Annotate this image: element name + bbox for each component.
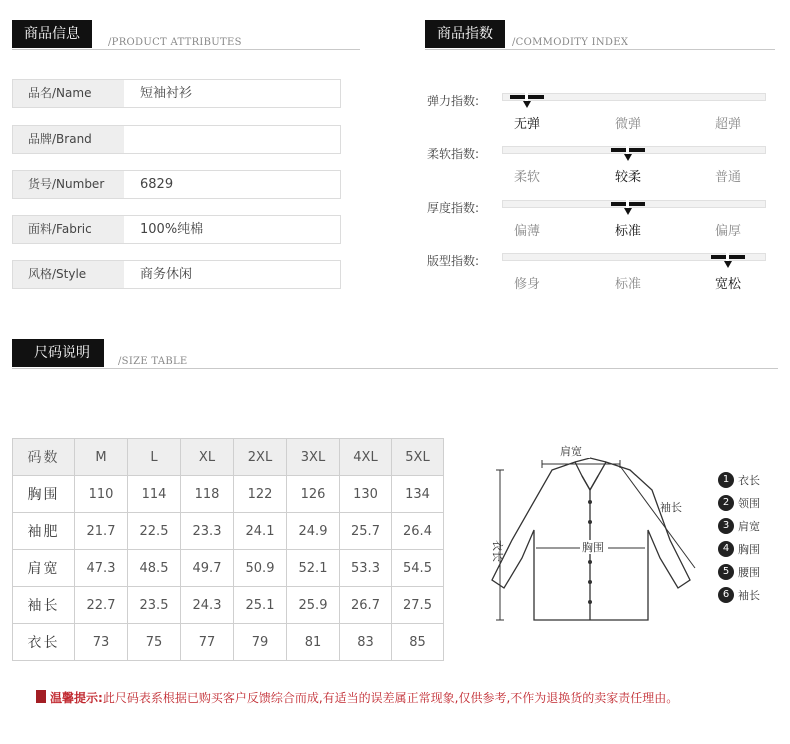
size-cell: 49.7 (181, 550, 234, 587)
size-cell: 48.5 (128, 550, 181, 587)
size-cell: 22.7 (75, 587, 128, 624)
index-option: 偏薄 (513, 224, 540, 239)
size-row-label: 肩宽 (13, 550, 75, 587)
index-pointer-icon (523, 101, 531, 108)
attribute-row (12, 170, 341, 199)
table-row (13, 513, 444, 550)
diagram-label-sleeve: 袖长 (660, 501, 682, 514)
legend-text: 衣长 (738, 473, 760, 487)
size-cell: 27.5 (392, 587, 444, 624)
product-attributes-header (12, 20, 360, 50)
attribute-label: 货号/Number (13, 171, 124, 198)
size-row-label: 袖长 (13, 587, 75, 624)
size-header-cell: XL (181, 439, 234, 476)
size-cell: 24.1 (234, 513, 287, 550)
size-cell: 85 (392, 624, 444, 661)
attribute-value: 100%纯棉 (140, 222, 204, 237)
attribute-row (12, 79, 341, 108)
table-row (13, 550, 444, 587)
attribute-row (12, 215, 341, 244)
size-table-header (12, 339, 778, 369)
index-label: 弹力指数: (427, 94, 480, 108)
size-cell: 21.7 (75, 513, 128, 550)
legend-text: 腰围 (738, 565, 760, 579)
product-attributes-subtitle: /PRODUCT ATTRIBUTES (108, 37, 242, 48)
legend-text: 肩宽 (738, 519, 760, 533)
legend-number-icon: 3 (718, 518, 734, 534)
header-rule (12, 368, 778, 369)
index-option: 宽松 (714, 277, 741, 292)
commodity-index-subtitle: /COMMODITY INDEX (512, 37, 629, 48)
legend-number-icon: 5 (718, 564, 734, 580)
index-label: 厚度指数: (427, 201, 480, 215)
size-table-subtitle: /SIZE TABLE (118, 356, 188, 367)
index-marker (510, 95, 544, 99)
size-cell: 25.9 (287, 587, 340, 624)
index-pointer-icon (624, 208, 632, 215)
shirt-outline (492, 458, 690, 620)
size-header-cell: 2XL (234, 439, 287, 476)
index-option: 较柔 (614, 170, 641, 185)
index-option: 柔软 (513, 170, 540, 185)
size-cell: 24.3 (181, 587, 234, 624)
size-note (36, 689, 678, 706)
size-cell: 110 (75, 476, 128, 513)
header-rule (425, 49, 775, 50)
legend-text: 领围 (738, 496, 760, 510)
size-cell: 54.5 (392, 550, 444, 587)
size-cell: 73 (75, 624, 128, 661)
attribute-value: 6829 (140, 177, 174, 192)
legend-number-icon: 6 (718, 587, 734, 603)
size-header-row (13, 439, 444, 476)
index-option: 修身 (513, 277, 540, 292)
size-cell: 47.3 (75, 550, 128, 587)
attribute-value: 短袖衬衫 (140, 86, 193, 101)
legend-number-icon: 4 (718, 541, 734, 557)
size-header-cell: L (128, 439, 181, 476)
legend-number-icon: 2 (718, 495, 734, 511)
attribute-value: 商务休闲 (140, 267, 193, 282)
diagram-label-chest: 胸围 (582, 541, 604, 554)
legend-item (718, 584, 760, 603)
note-prefix: 温馨提示: (50, 691, 103, 705)
size-cell: 22.5 (128, 513, 181, 550)
index-marker (711, 255, 745, 259)
size-cell: 77 (181, 624, 234, 661)
size-row-label: 衣长 (13, 624, 75, 661)
table-row (13, 587, 444, 624)
size-header-cell: 3XL (287, 439, 340, 476)
size-cell: 130 (340, 476, 392, 513)
size-cell: 25.7 (340, 513, 392, 550)
legend-text: 胸围 (738, 542, 760, 556)
index-option: 标准 (614, 224, 641, 239)
attribute-label: 面料/Fabric (13, 216, 124, 243)
note-text: 此尺码表系根据已购买客户反馈综合而成,有适当的误差属正常现象,仅供参考,不作为退换货的卖家责任理由。 (102, 691, 679, 705)
size-cell: 24.9 (287, 513, 340, 550)
attribute-row (12, 260, 341, 289)
index-label: 柔软指数: (427, 147, 480, 161)
size-header-label: 码数 (13, 439, 75, 476)
attribute-label: 品牌/Brand (13, 126, 124, 153)
legend-item (718, 561, 760, 580)
size-row-label: 胸围 (13, 476, 75, 513)
size-cell: 75 (128, 624, 181, 661)
diagram-label-length: 衣长 (491, 540, 504, 562)
commodity-index-title: 商品指数 (425, 20, 505, 48)
size-header-cell: M (75, 439, 128, 476)
index-option: 超弹 (714, 117, 741, 132)
index-option: 偏厚 (714, 224, 741, 239)
size-cell: 134 (392, 476, 444, 513)
size-header-cell: 5XL (392, 439, 444, 476)
size-cell: 23.5 (128, 587, 181, 624)
size-cell: 25.1 (234, 587, 287, 624)
index-option: 无弹 (513, 117, 540, 132)
index-pointer-icon (624, 154, 632, 161)
commodity-index-header (425, 20, 775, 50)
index-marker (611, 148, 645, 152)
index-marker (611, 202, 645, 206)
attribute-label: 品名/Name (13, 80, 124, 107)
legend-item (718, 469, 760, 488)
index-option: 标准 (614, 277, 641, 292)
product-attributes-title: 商品信息 (12, 20, 92, 48)
table-row (13, 624, 444, 661)
index-pointer-icon (724, 261, 732, 268)
legend-item (718, 538, 760, 557)
legend-item (718, 492, 760, 511)
table-row (13, 476, 444, 513)
attribute-row (12, 125, 341, 154)
legend-item (718, 515, 760, 534)
size-table (12, 438, 444, 661)
legend-text: 袖长 (738, 588, 760, 602)
diagram-label-shoulder: 肩宽 (560, 445, 582, 458)
size-cell: 79 (234, 624, 287, 661)
size-row-label: 袖肥 (13, 513, 75, 550)
index-label: 版型指数: (427, 254, 480, 268)
size-cell: 26.4 (392, 513, 444, 550)
size-cell: 50.9 (234, 550, 287, 587)
size-cell: 126 (287, 476, 340, 513)
size-cell: 23.3 (181, 513, 234, 550)
size-cell: 53.3 (340, 550, 392, 587)
size-table-title: 尺码说明 (12, 339, 104, 367)
size-cell: 83 (340, 624, 392, 661)
legend-number-icon: 1 (718, 472, 734, 488)
size-cell: 114 (128, 476, 181, 513)
size-header-cell: 4XL (340, 439, 392, 476)
index-option: 微弹 (614, 117, 641, 132)
size-cell: 81 (287, 624, 340, 661)
size-cell: 52.1 (287, 550, 340, 587)
index-option: 普通 (714, 170, 741, 185)
size-cell: 118 (181, 476, 234, 513)
attribute-label: 风格/Style (13, 261, 124, 288)
size-cell: 122 (234, 476, 287, 513)
size-cell: 26.7 (340, 587, 392, 624)
header-rule (12, 49, 360, 50)
